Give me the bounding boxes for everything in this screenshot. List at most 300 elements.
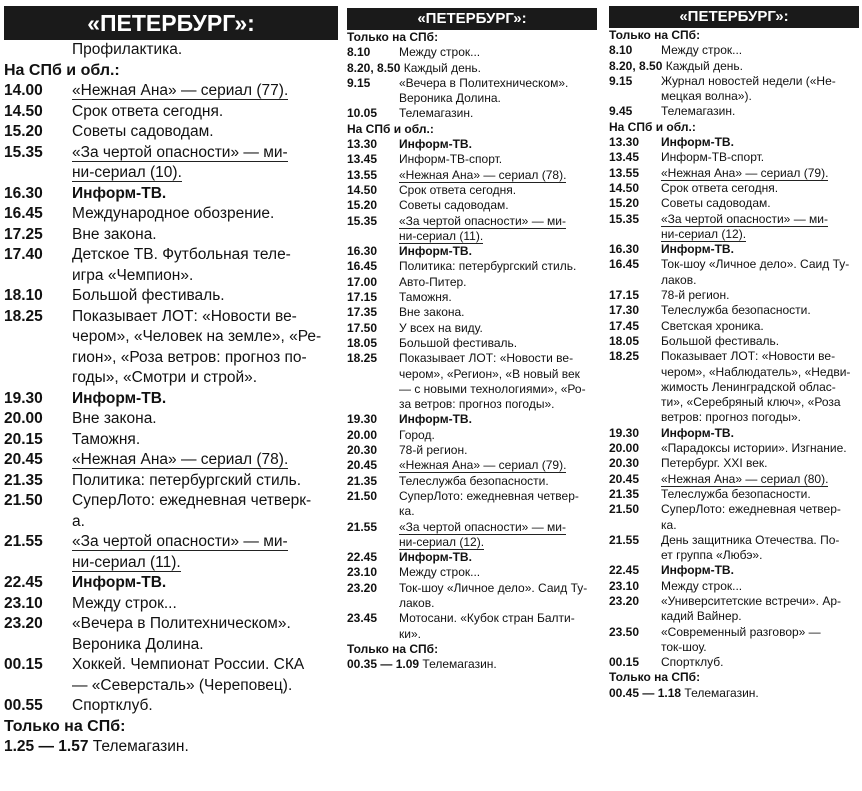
program-list bbox=[609, 28, 859, 701]
program-time: 20.00 bbox=[347, 427, 378, 442]
program-time: 13.45 bbox=[347, 152, 378, 167]
program-title: Между строк... bbox=[661, 578, 743, 593]
program-line bbox=[609, 625, 859, 640]
program-time: 22.45 bbox=[4, 574, 43, 591]
program-title: Авто-Питер. bbox=[399, 274, 467, 289]
program-title: кадий Вайнер. bbox=[661, 609, 742, 624]
program-time: 18.25 bbox=[4, 307, 43, 325]
program-time: 13.45 bbox=[609, 150, 640, 165]
program-title: ка. bbox=[661, 517, 677, 532]
program-title: Телеслужба безопасности. bbox=[661, 486, 811, 501]
program-title: ки». bbox=[399, 626, 421, 641]
program-time: 21.35 bbox=[4, 471, 43, 489]
program-title: Информ-ТВ. bbox=[72, 574, 167, 591]
program-line bbox=[609, 441, 859, 456]
program-line bbox=[347, 137, 597, 152]
program-title: Спортклуб. bbox=[72, 697, 153, 714]
program-line bbox=[347, 61, 597, 76]
program-time: 00.55 bbox=[4, 697, 43, 714]
program-title: Вне закона. bbox=[72, 225, 157, 243]
program-line bbox=[4, 184, 338, 205]
program-time: 17.00 bbox=[347, 274, 378, 289]
program-title: Светская хроника. bbox=[661, 318, 764, 333]
program-line bbox=[609, 227, 859, 242]
program-line bbox=[4, 635, 338, 656]
program-time: 16.30 bbox=[347, 244, 378, 259]
program-title: «Нежная Ана» — сериал (77). bbox=[72, 82, 289, 99]
program-time: 16.45 bbox=[609, 257, 640, 272]
program-title: чером», «Человек на земле», «Ре- bbox=[72, 328, 322, 345]
program-title: День защитника Отечества. По- bbox=[661, 532, 840, 547]
program-line bbox=[347, 535, 597, 550]
program-title: лаков. bbox=[661, 272, 697, 287]
program-time: 15.20 bbox=[4, 123, 43, 140]
program-title: Большой фестиваль. bbox=[399, 335, 518, 350]
program-title: ток-шоу. bbox=[661, 639, 707, 654]
program-title: «За чертой опасности» — ми- bbox=[72, 533, 288, 550]
program-line bbox=[347, 520, 597, 535]
program-time: 8.10 bbox=[347, 45, 371, 60]
program-time: 14.50 bbox=[609, 180, 640, 195]
program-time: 18.25 bbox=[609, 349, 640, 364]
program-time: 16.45 bbox=[4, 205, 43, 222]
program-time: 23.20 bbox=[4, 615, 43, 632]
program-line bbox=[4, 225, 338, 246]
program-title: «Нежная Ана» — сериал (79). bbox=[661, 165, 829, 180]
program-time: 21.50 bbox=[609, 502, 640, 517]
section-heading: На СПб и обл.: bbox=[347, 121, 434, 136]
program-line bbox=[4, 737, 338, 758]
program-title: ни-сериал (10). bbox=[72, 164, 182, 181]
program-line bbox=[347, 627, 597, 642]
program-time: 00.15 bbox=[609, 655, 640, 670]
program-line bbox=[609, 74, 859, 89]
program-line bbox=[609, 242, 859, 257]
program-line bbox=[4, 204, 338, 225]
program-title: Информ-ТВ. bbox=[661, 563, 734, 578]
program-title: Телемагазин. bbox=[92, 738, 189, 755]
program-time: 22.45 bbox=[609, 563, 640, 578]
program-time: 15.35 bbox=[609, 211, 640, 226]
program-line bbox=[609, 59, 859, 74]
program-title: Каждый день. bbox=[403, 60, 481, 75]
program-title: Между строк... bbox=[399, 45, 481, 60]
program-title: «Нежная Ана» — сериал (79). bbox=[399, 458, 567, 473]
program-title: Телемагазин. bbox=[399, 106, 474, 121]
program-title: ни-сериал (12). bbox=[399, 534, 485, 549]
program-title: Петербург. XXI век. bbox=[661, 456, 768, 471]
program-time: 15.20 bbox=[347, 198, 378, 213]
schedule-column-2 bbox=[347, 0, 597, 672]
program-time: 17.25 bbox=[4, 225, 43, 243]
program-time: 23.20 bbox=[347, 580, 378, 595]
program-line bbox=[609, 472, 859, 487]
program-line bbox=[4, 348, 338, 369]
program-title: Срок ответа сегодня. bbox=[661, 180, 779, 195]
program-line bbox=[4, 553, 338, 574]
program-line bbox=[609, 89, 859, 104]
program-time: 9.45 bbox=[609, 104, 633, 119]
program-title: Город. bbox=[399, 427, 435, 442]
program-time: 23.20 bbox=[609, 593, 640, 608]
program-line bbox=[347, 382, 597, 397]
program-time: 17.40 bbox=[4, 246, 43, 263]
program-title: Показывает ЛОТ: «Новости ве- bbox=[399, 351, 574, 366]
program-title: Хоккей. Чемпионат России. СКА bbox=[72, 656, 305, 673]
program-title: 78-й регион. bbox=[399, 443, 468, 458]
program-time: 20.45 bbox=[4, 451, 43, 468]
program-line bbox=[347, 214, 597, 229]
program-line bbox=[347, 183, 597, 198]
program-time: 17.30 bbox=[609, 303, 640, 318]
program-time: 13.30 bbox=[347, 137, 378, 152]
section-heading: На СПб и обл.: bbox=[609, 119, 696, 134]
program-line bbox=[347, 152, 597, 167]
program-line bbox=[347, 106, 597, 121]
program-line bbox=[609, 288, 859, 303]
program-title: ни-сериал (12). bbox=[661, 226, 747, 241]
program-title: «За чертой опасности» — ми- bbox=[661, 211, 828, 226]
program-title: Телемагазин. bbox=[422, 657, 497, 672]
program-list bbox=[4, 40, 338, 758]
program-time: 14.00 bbox=[4, 82, 43, 99]
program-time: 18.10 bbox=[4, 287, 43, 304]
program-line bbox=[609, 640, 859, 655]
program-time: 21.55 bbox=[4, 533, 43, 550]
program-time: 20.45 bbox=[609, 471, 640, 486]
program-time: 18.05 bbox=[347, 335, 378, 350]
program-title: Ток-шоу «Личное дело». Саид Ту- bbox=[661, 257, 850, 272]
program-line bbox=[4, 696, 338, 717]
program-line bbox=[609, 273, 859, 288]
program-title: ни-сериал (11). bbox=[399, 228, 484, 243]
program-time: 23.50 bbox=[609, 624, 640, 639]
program-title: Информ-ТВ. bbox=[661, 425, 734, 440]
program-time: 17.15 bbox=[347, 290, 378, 305]
program-time: 20.30 bbox=[609, 456, 640, 471]
program-line bbox=[4, 163, 338, 184]
program-time: 21.55 bbox=[609, 532, 640, 547]
program-line bbox=[609, 166, 859, 181]
program-line bbox=[347, 443, 597, 458]
program-line bbox=[4, 307, 338, 328]
program-line bbox=[347, 321, 597, 336]
program-line bbox=[347, 611, 597, 626]
program-title: Информ-ТВ. bbox=[661, 135, 734, 150]
program-time: 17.50 bbox=[347, 320, 378, 335]
program-title: Информ-ТВ-спорт. bbox=[399, 152, 503, 167]
program-title: Международное обозрение. bbox=[72, 205, 275, 222]
program-title: чером», «Наблюдатель», «Недви- bbox=[661, 364, 851, 379]
program-title: Телемагазин. bbox=[684, 685, 759, 700]
program-time: 23.10 bbox=[4, 594, 43, 612]
program-line bbox=[347, 367, 597, 382]
program-title: Советы садоводам. bbox=[72, 123, 214, 140]
program-time: 16.45 bbox=[347, 259, 378, 274]
program-time: 14.50 bbox=[4, 102, 43, 120]
program-title: «За чертой опасности» — ми- bbox=[399, 213, 566, 228]
program-line bbox=[4, 532, 338, 553]
program-time: 15.20 bbox=[609, 196, 640, 211]
program-line bbox=[609, 686, 859, 701]
program-title: Спортклуб. bbox=[661, 655, 724, 670]
program-title: гион», «Роза ветров: прогноз по- bbox=[72, 348, 307, 366]
program-time: 15.35 bbox=[4, 143, 43, 161]
program-title: Мотосани. «Кубок стран Балти- bbox=[399, 611, 575, 626]
program-line bbox=[609, 181, 859, 196]
channel-header: «ПЕТЕРБУРГ»: bbox=[4, 6, 338, 40]
program-title: «Университетские встречи». Ар- bbox=[661, 593, 841, 608]
program-time: 15.35 bbox=[347, 213, 378, 228]
program-time: 20.00 bbox=[4, 410, 43, 427]
program-line bbox=[609, 410, 859, 425]
time-range: 00.35 — 1.09 bbox=[347, 657, 420, 672]
program-time: 20.30 bbox=[347, 443, 378, 458]
program-time: 23.10 bbox=[609, 578, 640, 593]
program-time: 14.50 bbox=[347, 182, 378, 197]
program-title: Информ-ТВ-спорт. bbox=[661, 150, 765, 165]
program-line bbox=[347, 168, 597, 183]
program-title: чером», «Регион», «В новый век bbox=[399, 366, 580, 381]
program-time: 16.30 bbox=[609, 242, 640, 257]
program-line bbox=[609, 303, 859, 318]
program-line bbox=[609, 456, 859, 471]
program-title: Вероника Долина. bbox=[72, 635, 204, 653]
program-line bbox=[347, 305, 597, 320]
program-title: — «Северсталь» (Череповец). bbox=[72, 676, 293, 694]
program-line bbox=[347, 351, 597, 366]
program-title: Советы садоводам. bbox=[399, 198, 509, 213]
program-line bbox=[4, 143, 338, 164]
section-heading: Только на СПб: bbox=[4, 717, 126, 735]
section-heading: Только на СПб: bbox=[609, 28, 701, 42]
program-time: 20.00 bbox=[609, 441, 640, 456]
program-line bbox=[4, 573, 338, 594]
program-line bbox=[347, 504, 597, 519]
program-title: — с новыми технологиями», «Ро- bbox=[399, 381, 586, 396]
program-title: лаков. bbox=[399, 595, 435, 610]
time-range: 8.20, 8.50 bbox=[609, 58, 663, 73]
time-range: 00.45 — 1.18 bbox=[609, 685, 682, 700]
program-line bbox=[347, 458, 597, 473]
program-time: 8.10 bbox=[609, 43, 633, 58]
section-heading: На СПб и обл.: bbox=[4, 61, 120, 79]
program-line bbox=[4, 245, 338, 266]
program-line bbox=[347, 397, 597, 412]
program-line bbox=[609, 518, 859, 533]
program-time: 19.30 bbox=[609, 425, 640, 440]
program-line bbox=[609, 365, 859, 380]
program-time: 20.45 bbox=[347, 458, 378, 473]
program-line bbox=[609, 334, 859, 349]
program-title: Телеслужба безопасности. bbox=[399, 473, 549, 488]
program-title: Информ-ТВ. bbox=[661, 242, 734, 257]
program-line bbox=[609, 579, 859, 594]
channel-header: «ПЕТЕРБУРГ»: bbox=[347, 8, 597, 30]
program-title: Показывает ЛОТ: «Новости ве- bbox=[661, 349, 836, 364]
program-line bbox=[4, 471, 338, 492]
program-line bbox=[609, 548, 859, 563]
program-title: Телеслужба безопасности. bbox=[661, 303, 811, 318]
program-line bbox=[347, 657, 597, 672]
program-line bbox=[347, 76, 597, 91]
program-time: 17.35 bbox=[347, 305, 378, 320]
program-line bbox=[347, 91, 597, 106]
program-time: 21.35 bbox=[347, 473, 378, 488]
program-title: Информ-ТВ. bbox=[399, 244, 472, 259]
program-title: ти», «Серебряный ключ», «Роза bbox=[661, 395, 841, 410]
program-title: Политика: петербургский стиль. bbox=[399, 259, 577, 274]
program-time: 13.55 bbox=[347, 167, 378, 182]
program-line bbox=[4, 286, 338, 307]
program-line bbox=[609, 426, 859, 441]
program-title: Ток-шоу «Личное дело». Саид Ту- bbox=[399, 580, 588, 595]
program-title: 78-й регион. bbox=[661, 288, 730, 303]
program-line bbox=[4, 450, 338, 471]
program-line bbox=[609, 487, 859, 502]
program-time: 19.30 bbox=[347, 412, 378, 427]
program-time: 9.15 bbox=[347, 75, 371, 90]
program-line bbox=[609, 349, 859, 364]
program-title: Детское ТВ. Футбольная теле- bbox=[72, 246, 291, 263]
schedule-column-1 bbox=[4, 0, 338, 758]
program-title: годы», «Смотри и строй». bbox=[72, 369, 258, 386]
program-line bbox=[347, 474, 597, 489]
program-line bbox=[4, 81, 338, 102]
program-title: Большой фестиваль. bbox=[661, 333, 780, 348]
program-title: «Современный разговор» — bbox=[661, 624, 821, 639]
program-time: 18.25 bbox=[347, 351, 378, 366]
program-title: Информ-ТВ. bbox=[399, 550, 472, 565]
program-time: 20.15 bbox=[4, 430, 43, 448]
program-line bbox=[609, 655, 859, 670]
program-line bbox=[347, 336, 597, 351]
program-line bbox=[347, 412, 597, 427]
program-line bbox=[4, 491, 338, 512]
program-title: «Нежная Ана» — сериал (78). bbox=[72, 451, 289, 468]
program-title: Политика: петербургский стиль. bbox=[72, 471, 302, 489]
program-line bbox=[4, 594, 338, 615]
program-title: Срок ответа сегодня. bbox=[72, 102, 224, 120]
program-time: 9.15 bbox=[609, 73, 633, 88]
program-title: жимость Ленинградской облас- bbox=[661, 379, 836, 394]
program-line bbox=[347, 581, 597, 596]
program-line bbox=[609, 212, 859, 227]
program-line bbox=[609, 196, 859, 211]
program-title: Таможня. bbox=[399, 290, 452, 305]
program-line bbox=[347, 290, 597, 305]
program-title: Между строк... bbox=[661, 43, 743, 58]
program-title: Советы садоводам. bbox=[661, 196, 771, 211]
program-line bbox=[4, 102, 338, 123]
program-title: ка. bbox=[399, 504, 415, 519]
section-heading: Только на СПб: bbox=[347, 30, 439, 44]
program-title: «За чертой опасности» — ми- bbox=[399, 519, 566, 534]
program-title: за ветров: прогноз погоды». bbox=[399, 397, 555, 412]
program-title: «Парадоксы истории». Изгнание. bbox=[661, 441, 847, 456]
program-line bbox=[347, 596, 597, 611]
program-title: Большой фестиваль. bbox=[72, 287, 225, 304]
program-time: 16.30 bbox=[4, 184, 43, 202]
program-title: Срок ответа сегодня. bbox=[399, 182, 517, 197]
program-line bbox=[347, 550, 597, 565]
program-title: «Вечера в Политехническом». bbox=[399, 75, 569, 90]
program-line bbox=[609, 135, 859, 150]
program-title: Профилактика. bbox=[72, 41, 183, 58]
program-line bbox=[347, 45, 597, 60]
program-title: ни-сериал (11). bbox=[72, 553, 181, 571]
program-line bbox=[4, 266, 338, 287]
program-title: а. bbox=[72, 512, 85, 530]
program-title: Вне закона. bbox=[399, 305, 465, 320]
section-heading: Только на СПб: bbox=[609, 670, 701, 685]
program-title: СуперЛото: ежедневная четверк- bbox=[72, 492, 312, 509]
program-line bbox=[4, 430, 338, 451]
program-line bbox=[4, 327, 338, 348]
program-line bbox=[609, 104, 859, 119]
program-time: 21.50 bbox=[347, 488, 378, 503]
program-title: ветров: прогноз погоды». bbox=[661, 410, 801, 425]
program-title: Показывает ЛОТ: «Новости ве- bbox=[72, 307, 297, 325]
program-line bbox=[4, 40, 338, 61]
program-time: 21.55 bbox=[347, 519, 378, 534]
program-line bbox=[609, 594, 859, 609]
program-title: мецкая волна»). bbox=[661, 89, 752, 104]
program-line bbox=[609, 563, 859, 578]
program-time: 00.15 bbox=[4, 656, 43, 673]
program-title: Информ-ТВ. bbox=[399, 137, 472, 152]
program-time: 22.45 bbox=[347, 550, 378, 565]
program-time: 18.05 bbox=[609, 333, 640, 348]
program-time: 21.50 bbox=[4, 492, 43, 509]
program-line bbox=[609, 319, 859, 334]
program-title: Вне закона. bbox=[72, 410, 157, 427]
program-title: Таможня. bbox=[72, 430, 141, 448]
program-line bbox=[347, 275, 597, 290]
program-time: 21.35 bbox=[609, 486, 640, 501]
program-time: 23.45 bbox=[347, 611, 378, 626]
time-range: 8.20, 8.50 bbox=[347, 60, 401, 75]
program-line bbox=[347, 259, 597, 274]
program-title: СуперЛото: ежедневная четвер- bbox=[399, 488, 579, 503]
program-line bbox=[347, 565, 597, 580]
program-title: «Нежная Ана» — сериал (80). bbox=[661, 471, 829, 486]
program-title: Между строк... bbox=[399, 565, 481, 580]
program-time: 13.55 bbox=[609, 165, 640, 180]
program-line bbox=[609, 150, 859, 165]
program-title: Каждый день. bbox=[665, 58, 743, 73]
program-line bbox=[347, 198, 597, 213]
program-line bbox=[347, 229, 597, 244]
program-title: «Нежная Ана» — сериал (78). bbox=[399, 167, 567, 182]
program-title: Телемагазин. bbox=[661, 104, 736, 119]
program-title: Журнал новостей недели («Не- bbox=[661, 73, 836, 88]
program-title: У всех на виду. bbox=[399, 320, 483, 335]
program-line bbox=[4, 676, 338, 697]
program-line bbox=[609, 43, 859, 58]
program-line bbox=[4, 389, 338, 410]
program-time: 13.30 bbox=[609, 135, 640, 150]
program-title: «За чертой опасности» — ми- bbox=[72, 143, 288, 161]
program-line bbox=[609, 380, 859, 395]
program-line bbox=[347, 489, 597, 504]
time-range: 1.25 — 1.57 bbox=[4, 738, 89, 755]
program-line bbox=[4, 368, 338, 389]
program-line bbox=[4, 512, 338, 533]
program-time: 17.15 bbox=[609, 288, 640, 303]
program-line bbox=[4, 655, 338, 676]
program-line bbox=[609, 395, 859, 410]
